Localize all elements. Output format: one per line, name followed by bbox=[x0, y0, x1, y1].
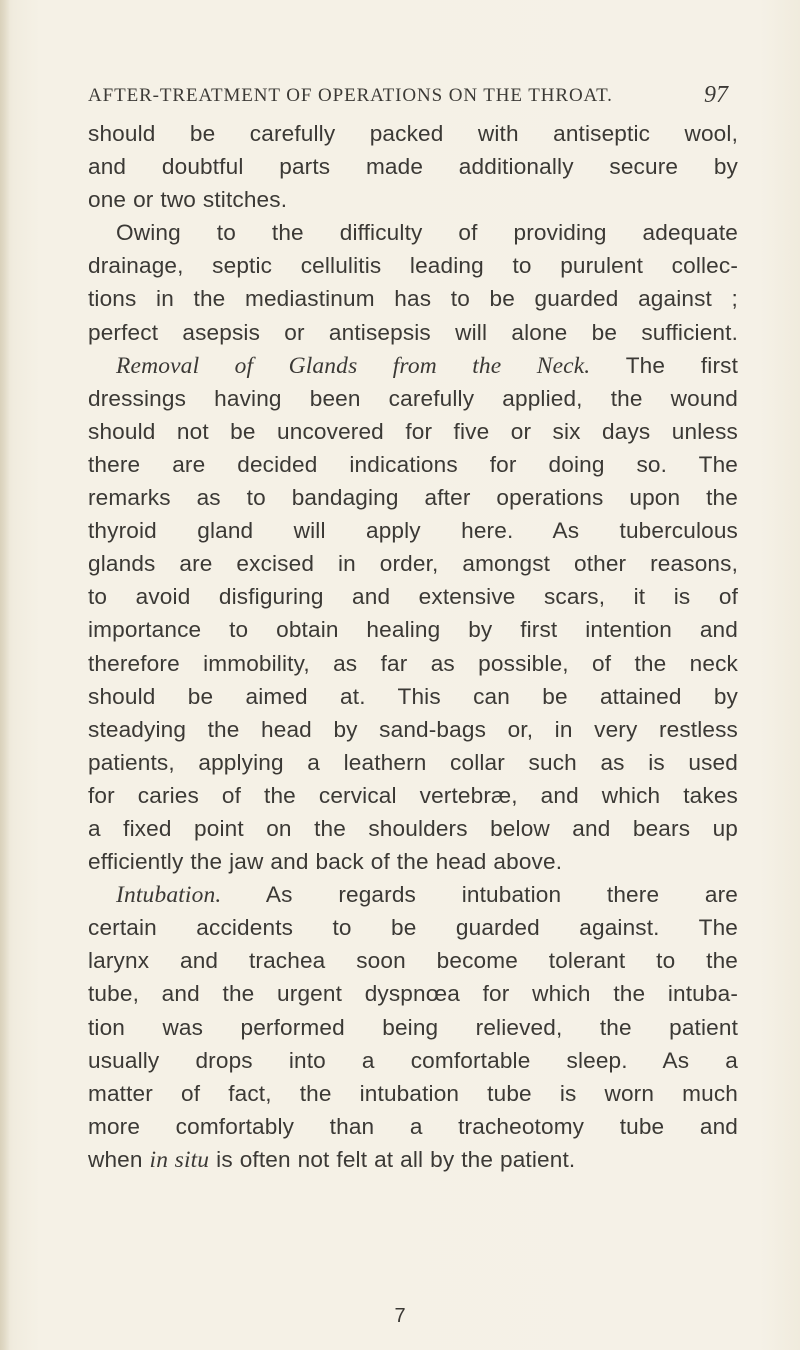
text-run: drainage, septic cellulitis leading to purulent collec- bbox=[88, 253, 738, 279]
text-line bbox=[88, 415, 738, 448]
text-run: As regards intubation there are bbox=[221, 882, 738, 908]
text-line bbox=[88, 1077, 738, 1110]
text-line bbox=[88, 878, 738, 911]
signature-mark: 7 bbox=[394, 1305, 406, 1327]
body-text bbox=[88, 117, 738, 1176]
text-run: thyroid gland will apply here. As tuberculous bbox=[88, 518, 738, 544]
text-run: more comfortably than a tracheotomy tube and bbox=[88, 1113, 738, 1139]
text-line bbox=[88, 613, 738, 646]
text-line bbox=[88, 779, 738, 812]
text-run: to avoid disfiguring and extensive scars, it is of bbox=[88, 584, 738, 610]
text-line bbox=[88, 150, 738, 183]
text-run: importance to obtain healing by first intention and bbox=[88, 617, 738, 643]
text-run: Owing to the difficulty of providing adequate bbox=[116, 220, 738, 246]
text-run: glands are excised in order, amongst other reasons, bbox=[88, 551, 738, 577]
text-line bbox=[88, 680, 738, 713]
italic-run: Intubation. bbox=[116, 882, 222, 909]
page-gutter-shadow bbox=[0, 0, 10, 1350]
text-run: dressings having been carefully applied, the wound bbox=[88, 385, 738, 411]
text-run: a fixed point on the shoulders below and bears up bbox=[88, 815, 738, 841]
text-run: efficiently the jaw and back of the head above. bbox=[88, 849, 563, 875]
text-line bbox=[88, 1110, 738, 1143]
text-line bbox=[88, 1011, 738, 1044]
italic-run: Removal of Glands from the Neck. bbox=[116, 352, 591, 379]
running-title: AFTER-TREATMENT OF OPERATIONS ON THE THROAT. bbox=[88, 85, 613, 106]
text-line bbox=[88, 183, 738, 216]
text-run: perfect asepsis or antisepsis will alone be sufficient. bbox=[88, 319, 738, 345]
text-run: should be carefully packed with antiseptic wool, bbox=[88, 121, 738, 146]
text-run: The first bbox=[590, 352, 738, 378]
text-run: patients, applying a leathern collar such as is used bbox=[88, 749, 738, 775]
text-line bbox=[88, 117, 738, 150]
text-run: steadying the head by sand-bags or, in very restless bbox=[88, 716, 738, 742]
text-line bbox=[88, 349, 738, 382]
text-line bbox=[88, 746, 738, 779]
text-line bbox=[88, 845, 738, 878]
text-line bbox=[88, 944, 738, 977]
text-line bbox=[88, 382, 738, 415]
text-run: one or two stitches. bbox=[88, 187, 288, 213]
text-run: should not be uncovered for five or six days unless bbox=[88, 418, 738, 444]
text-line bbox=[88, 249, 738, 282]
text-run: and doubtful parts made additionally secure by bbox=[88, 154, 738, 180]
text-run: should be aimed at. This can be attained by bbox=[88, 683, 738, 709]
running-head bbox=[88, 82, 728, 112]
text-line bbox=[88, 448, 738, 481]
text-line bbox=[88, 580, 738, 613]
text-line bbox=[88, 911, 738, 944]
text-run: for caries of the cervical vertebræ, and which takes bbox=[88, 782, 738, 808]
text-run: remarks as to bandaging after operations upon the bbox=[88, 485, 738, 511]
italic-run: in situ bbox=[149, 1146, 210, 1173]
text-line bbox=[88, 216, 738, 249]
text-line bbox=[88, 547, 738, 580]
text-line bbox=[88, 316, 738, 349]
text-line bbox=[88, 514, 738, 547]
text-run: therefore immobility, as far as possible, of the neck bbox=[88, 650, 738, 676]
text-run: when bbox=[88, 1146, 150, 1172]
text-run: larynx and trachea soon become tolerant to the bbox=[88, 948, 738, 974]
text-run: tions in the mediastinum has to be guarded against ; bbox=[88, 286, 738, 312]
text-line bbox=[88, 1143, 738, 1176]
text-run: tion was performed being relieved, the patient bbox=[88, 1014, 738, 1040]
text-run: is often not felt at all by the patient. bbox=[209, 1146, 576, 1172]
text-line bbox=[88, 282, 738, 315]
text-run: usually drops into a comfortable sleep. As a bbox=[88, 1047, 738, 1073]
text-run: there are decided indications for doing so. The bbox=[88, 451, 738, 477]
text-line bbox=[88, 1044, 738, 1077]
text-run: certain accidents to be guarded against. The bbox=[88, 915, 738, 941]
text-run: matter of fact, the intubation tube is worn much bbox=[88, 1080, 738, 1106]
text-line bbox=[88, 713, 738, 746]
text-line bbox=[88, 812, 738, 845]
page-number: 97 bbox=[704, 82, 728, 108]
text-line bbox=[88, 481, 738, 514]
text-run: tube, and the urgent dyspnœa for which the intuba- bbox=[88, 981, 738, 1007]
text-line bbox=[88, 977, 738, 1010]
text-line bbox=[88, 647, 738, 680]
